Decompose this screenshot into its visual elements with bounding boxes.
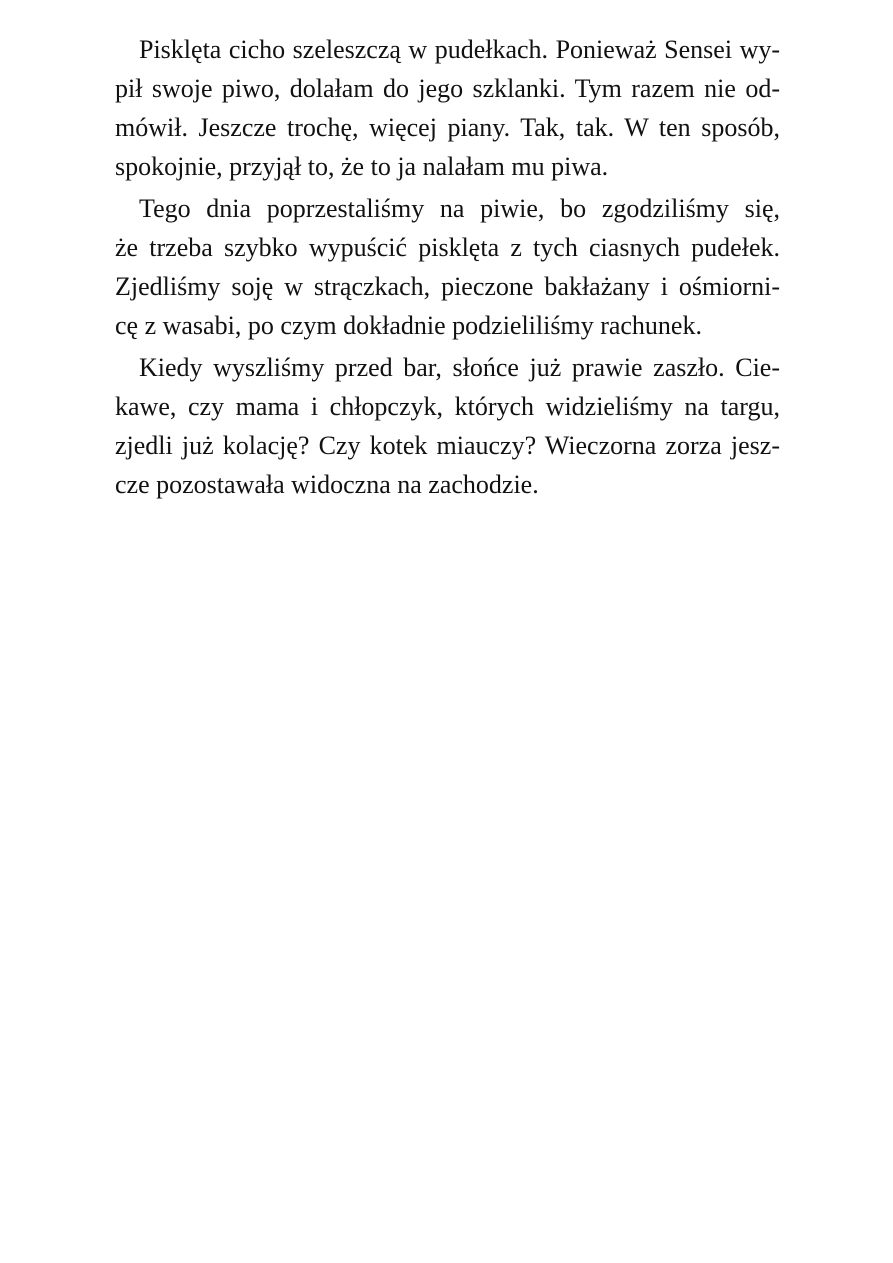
text-line: cze pozostawała widoczna na zachodzie. <box>115 470 539 499</box>
text-line: kawe, czy mama i chłopczyk, których widzieliśmy na targu, <box>115 392 780 421</box>
paragraph-3 <box>115 348 780 504</box>
body-text <box>115 30 780 507</box>
text-line: Zjedliśmy soję w strączkach, pieczone bakłażany i ośmiorni- <box>115 272 780 301</box>
text-line: pił swoje piwo, dolałam do jego szklanki. Tym razem nie od- <box>115 74 780 103</box>
paragraph-1 <box>115 30 780 186</box>
paragraph-2 <box>115 189 780 345</box>
text-line: Tego dnia poprzestaliśmy na piwie, bo zgodziliśmy się, <box>139 194 780 223</box>
text-line: mówił. Jeszcze trochę, więcej piany. Tak, tak. W ten sposób, <box>115 113 780 142</box>
text-line: Kiedy wyszliśmy przed bar, słońce już prawie zaszło. Cie- <box>139 353 780 382</box>
text-line: że trzeba szybko wypuścić pisklęta z tych ciasnych pudełek. <box>115 233 780 262</box>
text-line: cę z wasabi, po czym dokładnie podzieliliśmy rachunek. <box>115 311 702 340</box>
text-line: zjedli już kolację? Czy kotek miauczy? Wieczorna zorza jesz- <box>115 431 780 460</box>
text-line: spokojnie, przyjął to, że to ja nalałam mu piwa. <box>115 152 609 181</box>
text-line: Pisklęta cicho szeleszczą w pudełkach. Ponieważ Sensei wy- <box>139 35 780 64</box>
